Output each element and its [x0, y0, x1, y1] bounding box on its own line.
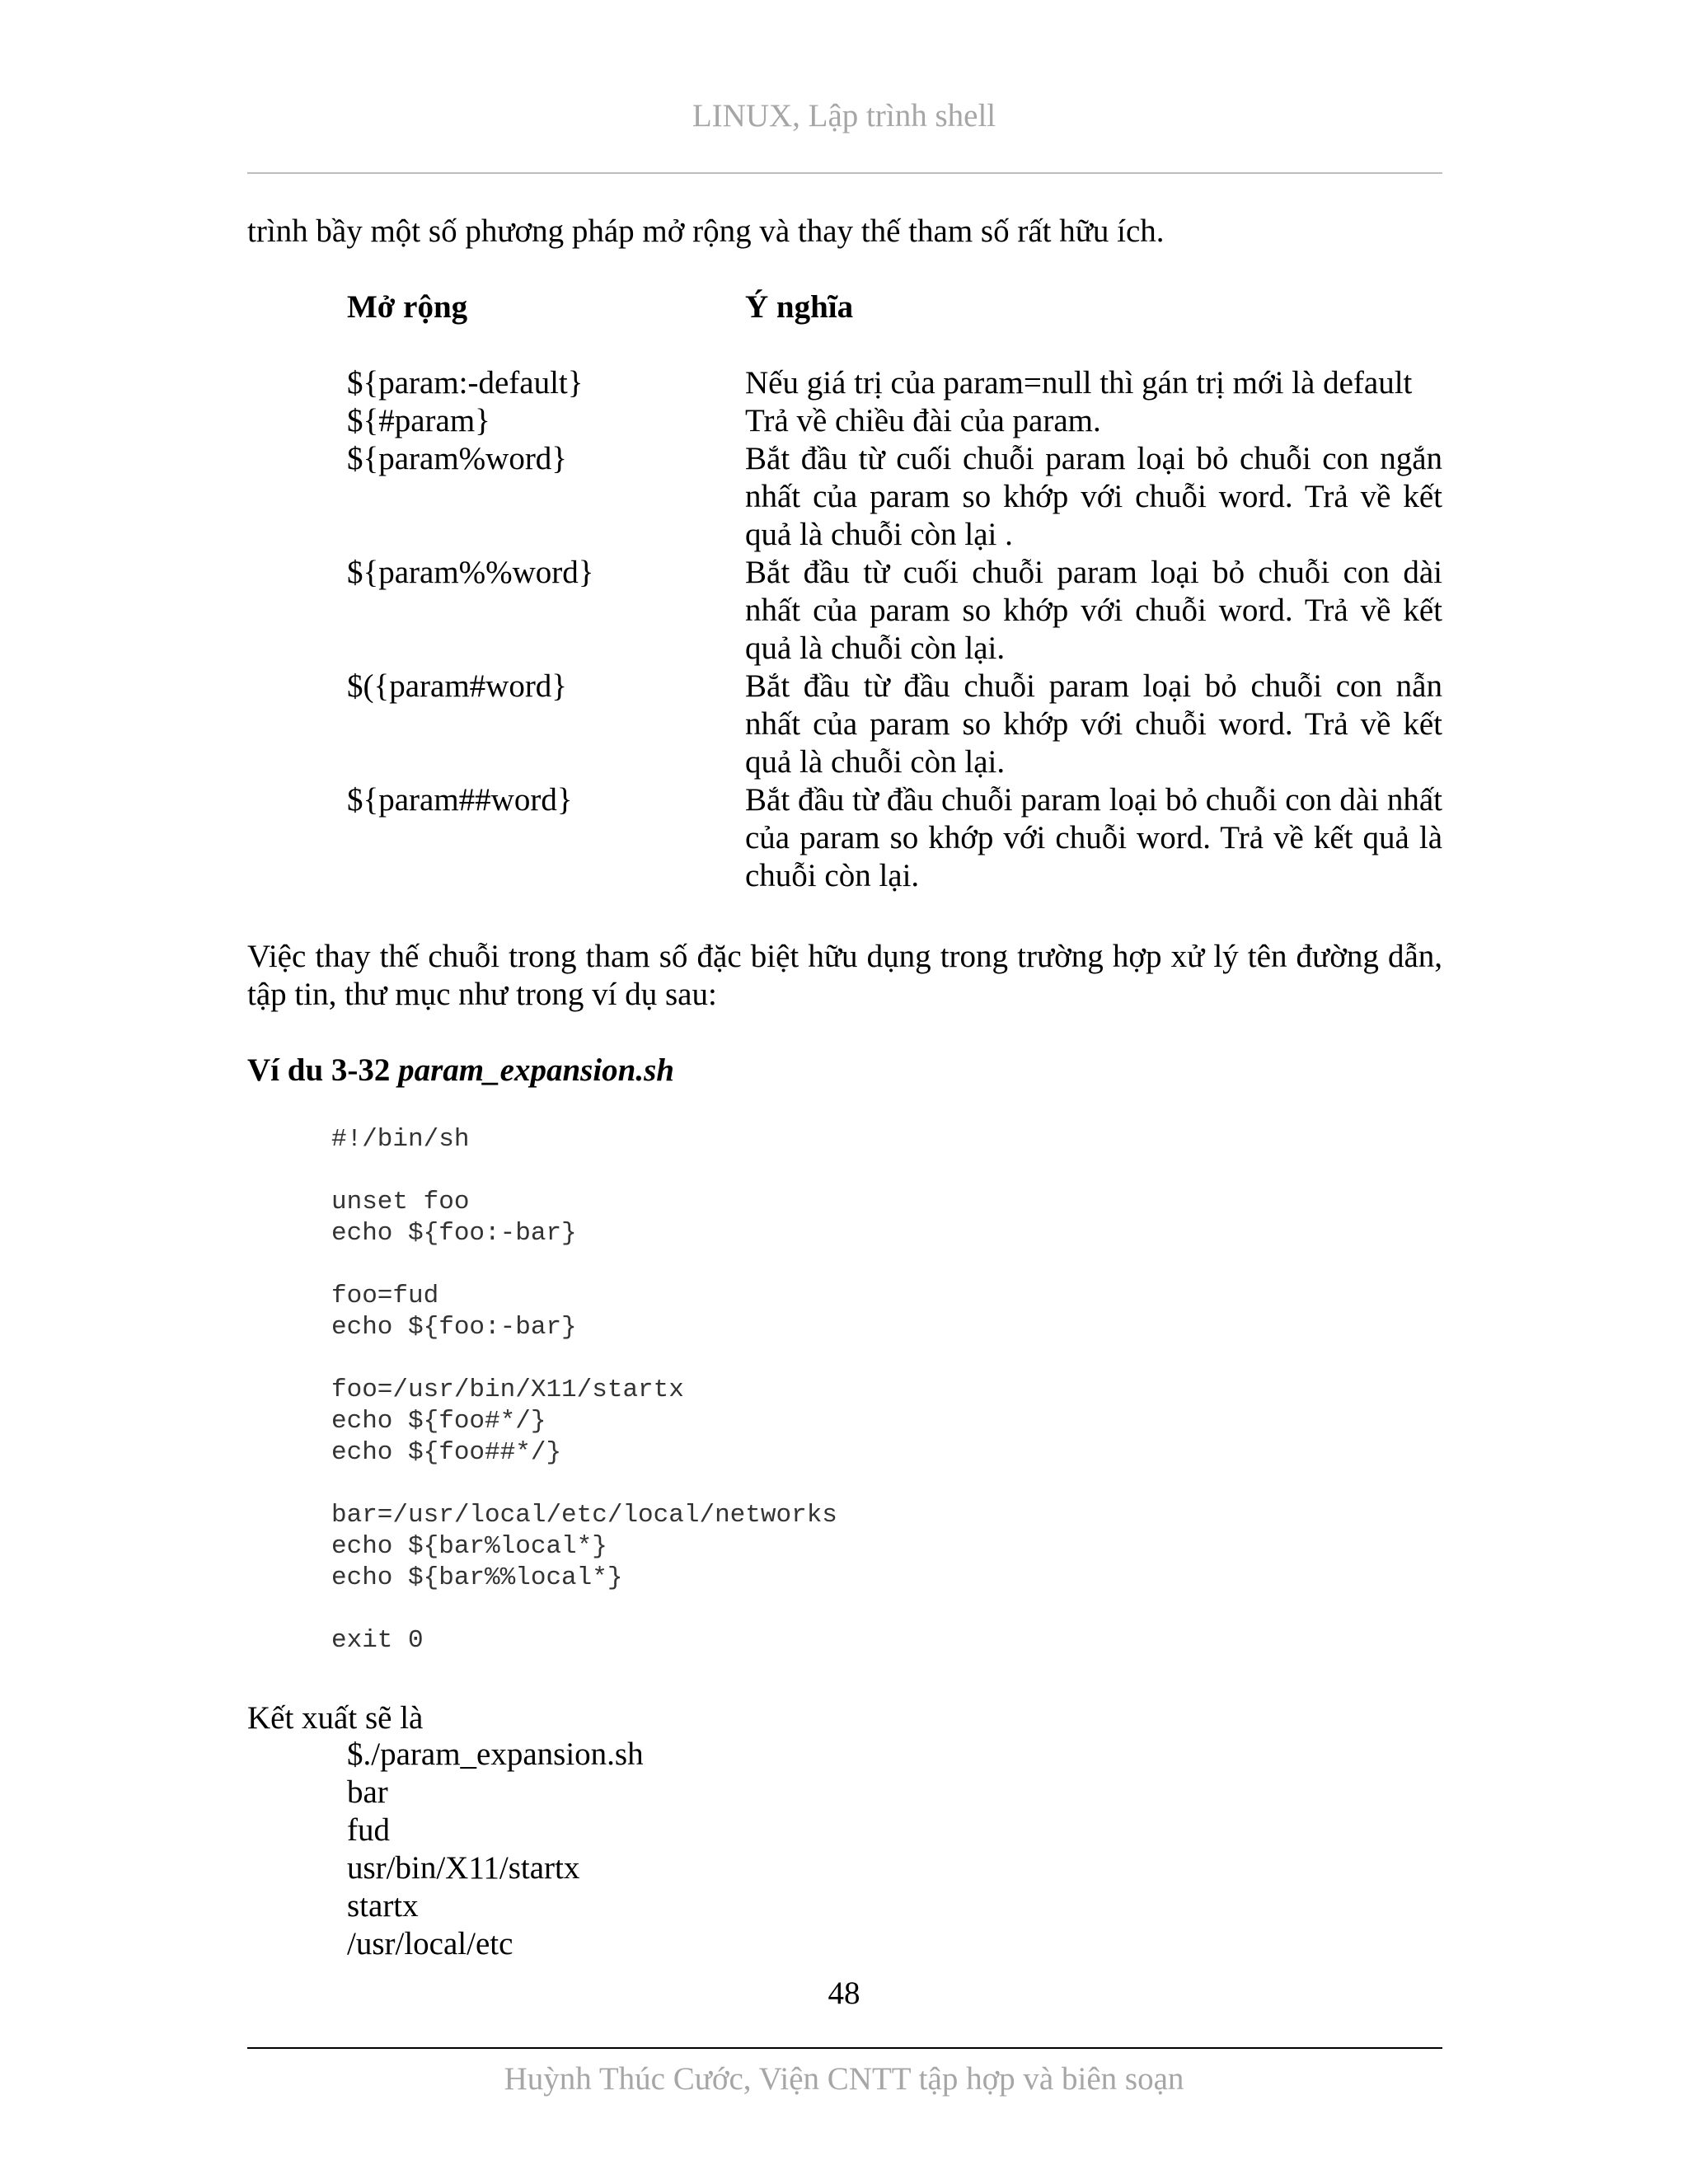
example-heading [247, 1052, 674, 1089]
code-line: echo ${foo:-bar} [331, 1313, 577, 1342]
output-line: bar [347, 1774, 388, 1810]
code-line: unset foo [331, 1188, 470, 1216]
code-line: echo ${bar%local*} [331, 1532, 607, 1561]
meaning-cell: Bắt đầu từ cuối chuỗi param loại bỏ chuỗi con ngắn nhất của param so khớp với chuỗi word. Trả về kết quả là chuỗi còn lại . [745, 441, 1442, 552]
expansion-cell: ${param%word} [347, 441, 568, 476]
page-number: 48 [828, 1975, 860, 2011]
output-label: Kết xuất sẽ là [247, 1700, 424, 1736]
body-paragraph: Việc thay thế chuỗi trong tham số đặc biệt hữu dụng trong trường hợp xử lý tên đường dẫn, tập tin, thư mục như trong ví dụ sau: [247, 939, 1442, 1012]
running-footer: Huỳnh Thúc Cước, Viện CNTT tập hợp và biên soạn [504, 2061, 1184, 2097]
output-line: /usr/local/etc [347, 1926, 513, 1961]
output-line: usr/bin/X11/startx [347, 1850, 580, 1886]
table-row [347, 668, 1442, 781]
expansion-cell: ${param##word} [347, 782, 573, 818]
expansion-cell: ${param%%word} [347, 555, 594, 590]
meaning-cell: Nếu giá trị của param=null thì gán trị mới là default [745, 365, 1413, 401]
output-line: startx [347, 1888, 419, 1924]
footer-divider [247, 2047, 1442, 2049]
meaning-cell: Bắt đầu từ cuối chuỗi param loại bỏ chuỗi con dài nhất của param so khớp với chuỗi word. Trả về kết quả là chuỗi còn lại. [745, 555, 1442, 666]
meaning-cell: Bắt đầu từ đầu chuỗi param loại bỏ chuỗi con dài nhất của param so khớp với chuỗi word. Trả về kết quả là chuỗi còn lại. [745, 782, 1442, 893]
running-header: LINUX, Lập trình shell [692, 98, 996, 134]
table-row [347, 364, 1442, 402]
intro-text: trình bầy một số phương pháp mở rộng và thay thế tham số rất hữu ích. [247, 213, 1165, 249]
table-row [347, 440, 1442, 554]
expansion-cell: ${#param} [347, 403, 490, 438]
code-line: bar=/usr/local/etc/local/networks [331, 1501, 837, 1530]
expansion-table [347, 364, 1442, 895]
output-line: fud [347, 1812, 390, 1848]
expansion-cell: $({param#word} [347, 668, 568, 704]
code-line: echo ${foo##*/} [331, 1438, 562, 1467]
code-line: exit 0 [331, 1626, 424, 1655]
table-header-expansion: Mở rộng [347, 289, 468, 325]
program-output [347, 1736, 644, 1963]
table-row [347, 554, 1442, 668]
code-line: echo ${bar%%local*} [331, 1563, 623, 1592]
code-line: foo=fud [331, 1282, 439, 1310]
code-line: echo ${foo#*/} [331, 1407, 546, 1436]
table-row [347, 402, 1442, 440]
table-header-meaning: Ý nghĩa [745, 289, 854, 325]
meaning-cell: Trả về chiều đài của param. [745, 403, 1101, 438]
code-line: #!/bin/sh [331, 1125, 470, 1154]
header-divider [247, 172, 1442, 174]
code-line: echo ${foo:-bar} [331, 1219, 577, 1248]
code-listing [331, 1124, 837, 1657]
meaning-cell: Bắt đầu từ đầu chuỗi param loại bỏ chuỗi con nẫn nhất của param so khớp với chuỗi word. Trả về kết quả là chuỗi còn lại. [745, 668, 1442, 780]
example-filename: param_expansion.sh [398, 1052, 674, 1088]
expansion-cell: ${param:-default} [347, 365, 584, 401]
code-line: foo=/usr/bin/X11/startx [331, 1376, 684, 1404]
output-line: $./param_expansion.sh [347, 1736, 644, 1772]
example-label: Ví du 3-32 [247, 1052, 391, 1088]
table-row [347, 781, 1442, 895]
